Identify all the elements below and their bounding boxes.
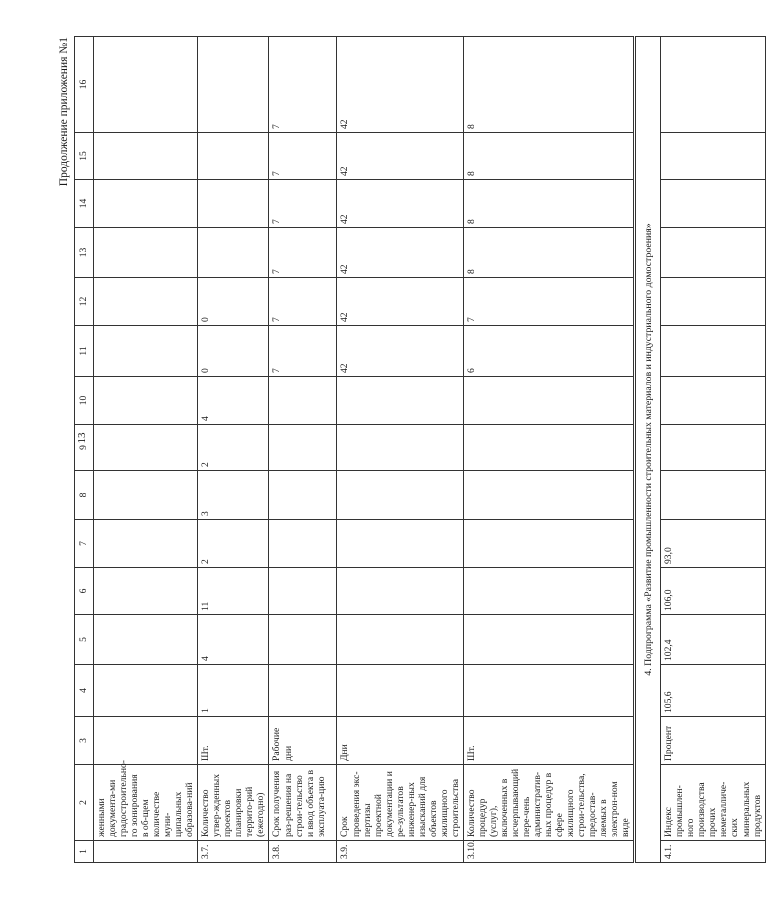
header-cell-13: 13 (75, 228, 94, 278)
value-cell: 106,0 (661, 568, 765, 615)
value-cell (463, 425, 634, 471)
value-cell (198, 228, 269, 278)
value-cell: 105,6 (661, 665, 765, 717)
unit: Шт. (198, 717, 269, 765)
value-cell (94, 377, 198, 425)
value-cell: 42 (337, 326, 463, 377)
row-number: 3.10. (463, 841, 634, 863)
table-row (269, 37, 337, 863)
unit: Дни (337, 717, 463, 765)
table-row (337, 37, 463, 863)
header-cell-8: 8 (75, 471, 94, 520)
value-cell (463, 471, 634, 520)
header-cell-10: 10 (75, 377, 94, 425)
value-cell (269, 520, 337, 568)
indicator-name: Количество процедур (услуг), включенных в исчерпывающий пере-чень административ-ных процедур в сфере жилищного строи-тельства, предостав-ляемых в электрон-ном виде (463, 765, 634, 841)
indicator-name: Количество утвер-жденных проектов планировки террито-рий (ежегодно) (198, 765, 269, 841)
table-body (75, 37, 766, 863)
value-cell: 3 (198, 471, 269, 520)
value-cell (269, 471, 337, 520)
table-row (463, 37, 634, 863)
value-cell (198, 180, 269, 228)
value-cell: 7 (269, 278, 337, 326)
value-cell (337, 520, 463, 568)
value-cell: 7 (269, 326, 337, 377)
header-cell-3: 3 (75, 717, 94, 765)
unit: Рабочие дни (269, 717, 337, 765)
appendix-caption: Продолжение приложения №1 (58, 37, 70, 187)
value-cell: 1 (198, 665, 269, 717)
header-cell-5: 5 (75, 615, 94, 665)
value-cell (661, 326, 765, 377)
unit: Процент (661, 717, 765, 765)
value-cell (661, 278, 765, 326)
value-cell (198, 37, 269, 133)
value-cell: 42 (337, 133, 463, 180)
header-cell-11: 11 (75, 326, 94, 377)
value-cell (337, 425, 463, 471)
value-cell (94, 133, 198, 180)
value-cell (661, 228, 765, 278)
header-cell-14: 14 (75, 180, 94, 228)
table-row (661, 37, 765, 863)
indicator-name: Срок получения раз-решения на строи-тельство и ввод объекта в эксплуата-цию (269, 765, 337, 841)
header-cell-1: 1 (75, 841, 94, 863)
value-cell (661, 180, 765, 228)
subprogram-row (635, 37, 661, 863)
header-cell-15: 15 (75, 133, 94, 180)
value-cell (94, 228, 198, 278)
value-cell (661, 425, 765, 471)
value-cell (463, 377, 634, 425)
value-cell (337, 377, 463, 425)
value-cell: 42 (337, 278, 463, 326)
value-cell: 93,0 (661, 520, 765, 568)
value-cell (337, 471, 463, 520)
value-cell (661, 377, 765, 425)
header-row (75, 37, 94, 863)
header-cell-6: 6 (75, 568, 94, 615)
value-cell: 7 (269, 37, 337, 133)
header-cell-2: 2 (75, 765, 94, 841)
row-number: 3.7. (198, 841, 269, 863)
value-cell (94, 665, 198, 717)
header-cell-4: 4 (75, 665, 94, 717)
value-cell (94, 180, 198, 228)
value-cell (661, 133, 765, 180)
subprogram-title: 4. Подпрограмма «Развитие промышленности строительных материалов и индустриального домостроения» (635, 37, 661, 863)
row-number: 3.9. (337, 841, 463, 863)
row-number (94, 841, 198, 863)
value-cell (463, 615, 634, 665)
value-cell (198, 133, 269, 180)
value-cell: 7 (463, 278, 634, 326)
value-cell (463, 520, 634, 568)
value-cell: 7 (269, 180, 337, 228)
value-cell: 8 (463, 37, 634, 133)
value-cell: 7 (269, 228, 337, 278)
unit (94, 717, 198, 765)
value-cell (269, 425, 337, 471)
value-cell (661, 471, 765, 520)
value-cell: 11 (198, 568, 269, 615)
value-cell (337, 615, 463, 665)
value-cell: 2 (198, 520, 269, 568)
header-cell-16: 16 (75, 37, 94, 133)
row-number: 4.1. (661, 841, 765, 863)
unit: Шт. (463, 717, 634, 765)
value-cell (269, 665, 337, 717)
indicator-name: Срок проведения экс-пертизы проектной документации и ре-зультатов инженер-ных изысканий для объектов жилищного строительства (337, 765, 463, 841)
indicator-name: Индекс промышлен-ного производства прочих неметалличе-ских минеральных продуктов (661, 765, 765, 841)
value-cell (94, 37, 198, 133)
value-cell: 0 (198, 326, 269, 377)
value-cell (94, 520, 198, 568)
value-cell (337, 665, 463, 717)
value-cell (94, 615, 198, 665)
table-row (94, 37, 198, 863)
page-number: 13 (76, 432, 88, 444)
row-number: 3.8. (269, 841, 337, 863)
value-cell (337, 568, 463, 615)
value-cell: 8 (463, 228, 634, 278)
value-cell (463, 665, 634, 717)
value-cell: 42 (337, 180, 463, 228)
header-cell-7: 7 (75, 520, 94, 568)
value-cell: 4 (198, 615, 269, 665)
value-cell (94, 471, 198, 520)
value-cell: 42 (337, 228, 463, 278)
value-cell: 42 (337, 37, 463, 133)
header-cell-9: 9 (75, 425, 94, 471)
value-cell: 7 (269, 133, 337, 180)
value-cell: 4 (198, 377, 269, 425)
value-cell (94, 425, 198, 471)
table-row (198, 37, 269, 863)
value-cell (94, 326, 198, 377)
value-cell: 102,4 (661, 615, 765, 665)
value-cell: 6 (463, 326, 634, 377)
value-cell (661, 37, 765, 133)
value-cell: 2 (198, 425, 269, 471)
rotated-page (58, 37, 763, 863)
value-cell (269, 377, 337, 425)
indicator-name: женными документа-ми градостроительно-го зонирования в об-щем количестве муни-ципальных образова-ний (94, 765, 198, 841)
value-cell: 8 (463, 133, 634, 180)
value-cell (94, 278, 198, 326)
value-cell: 8 (463, 180, 634, 228)
header-cell-12: 12 (75, 278, 94, 326)
data-table (74, 36, 766, 863)
value-cell: 0 (198, 278, 269, 326)
value-cell (269, 615, 337, 665)
value-cell (269, 568, 337, 615)
value-cell (463, 568, 634, 615)
value-cell (94, 568, 198, 615)
